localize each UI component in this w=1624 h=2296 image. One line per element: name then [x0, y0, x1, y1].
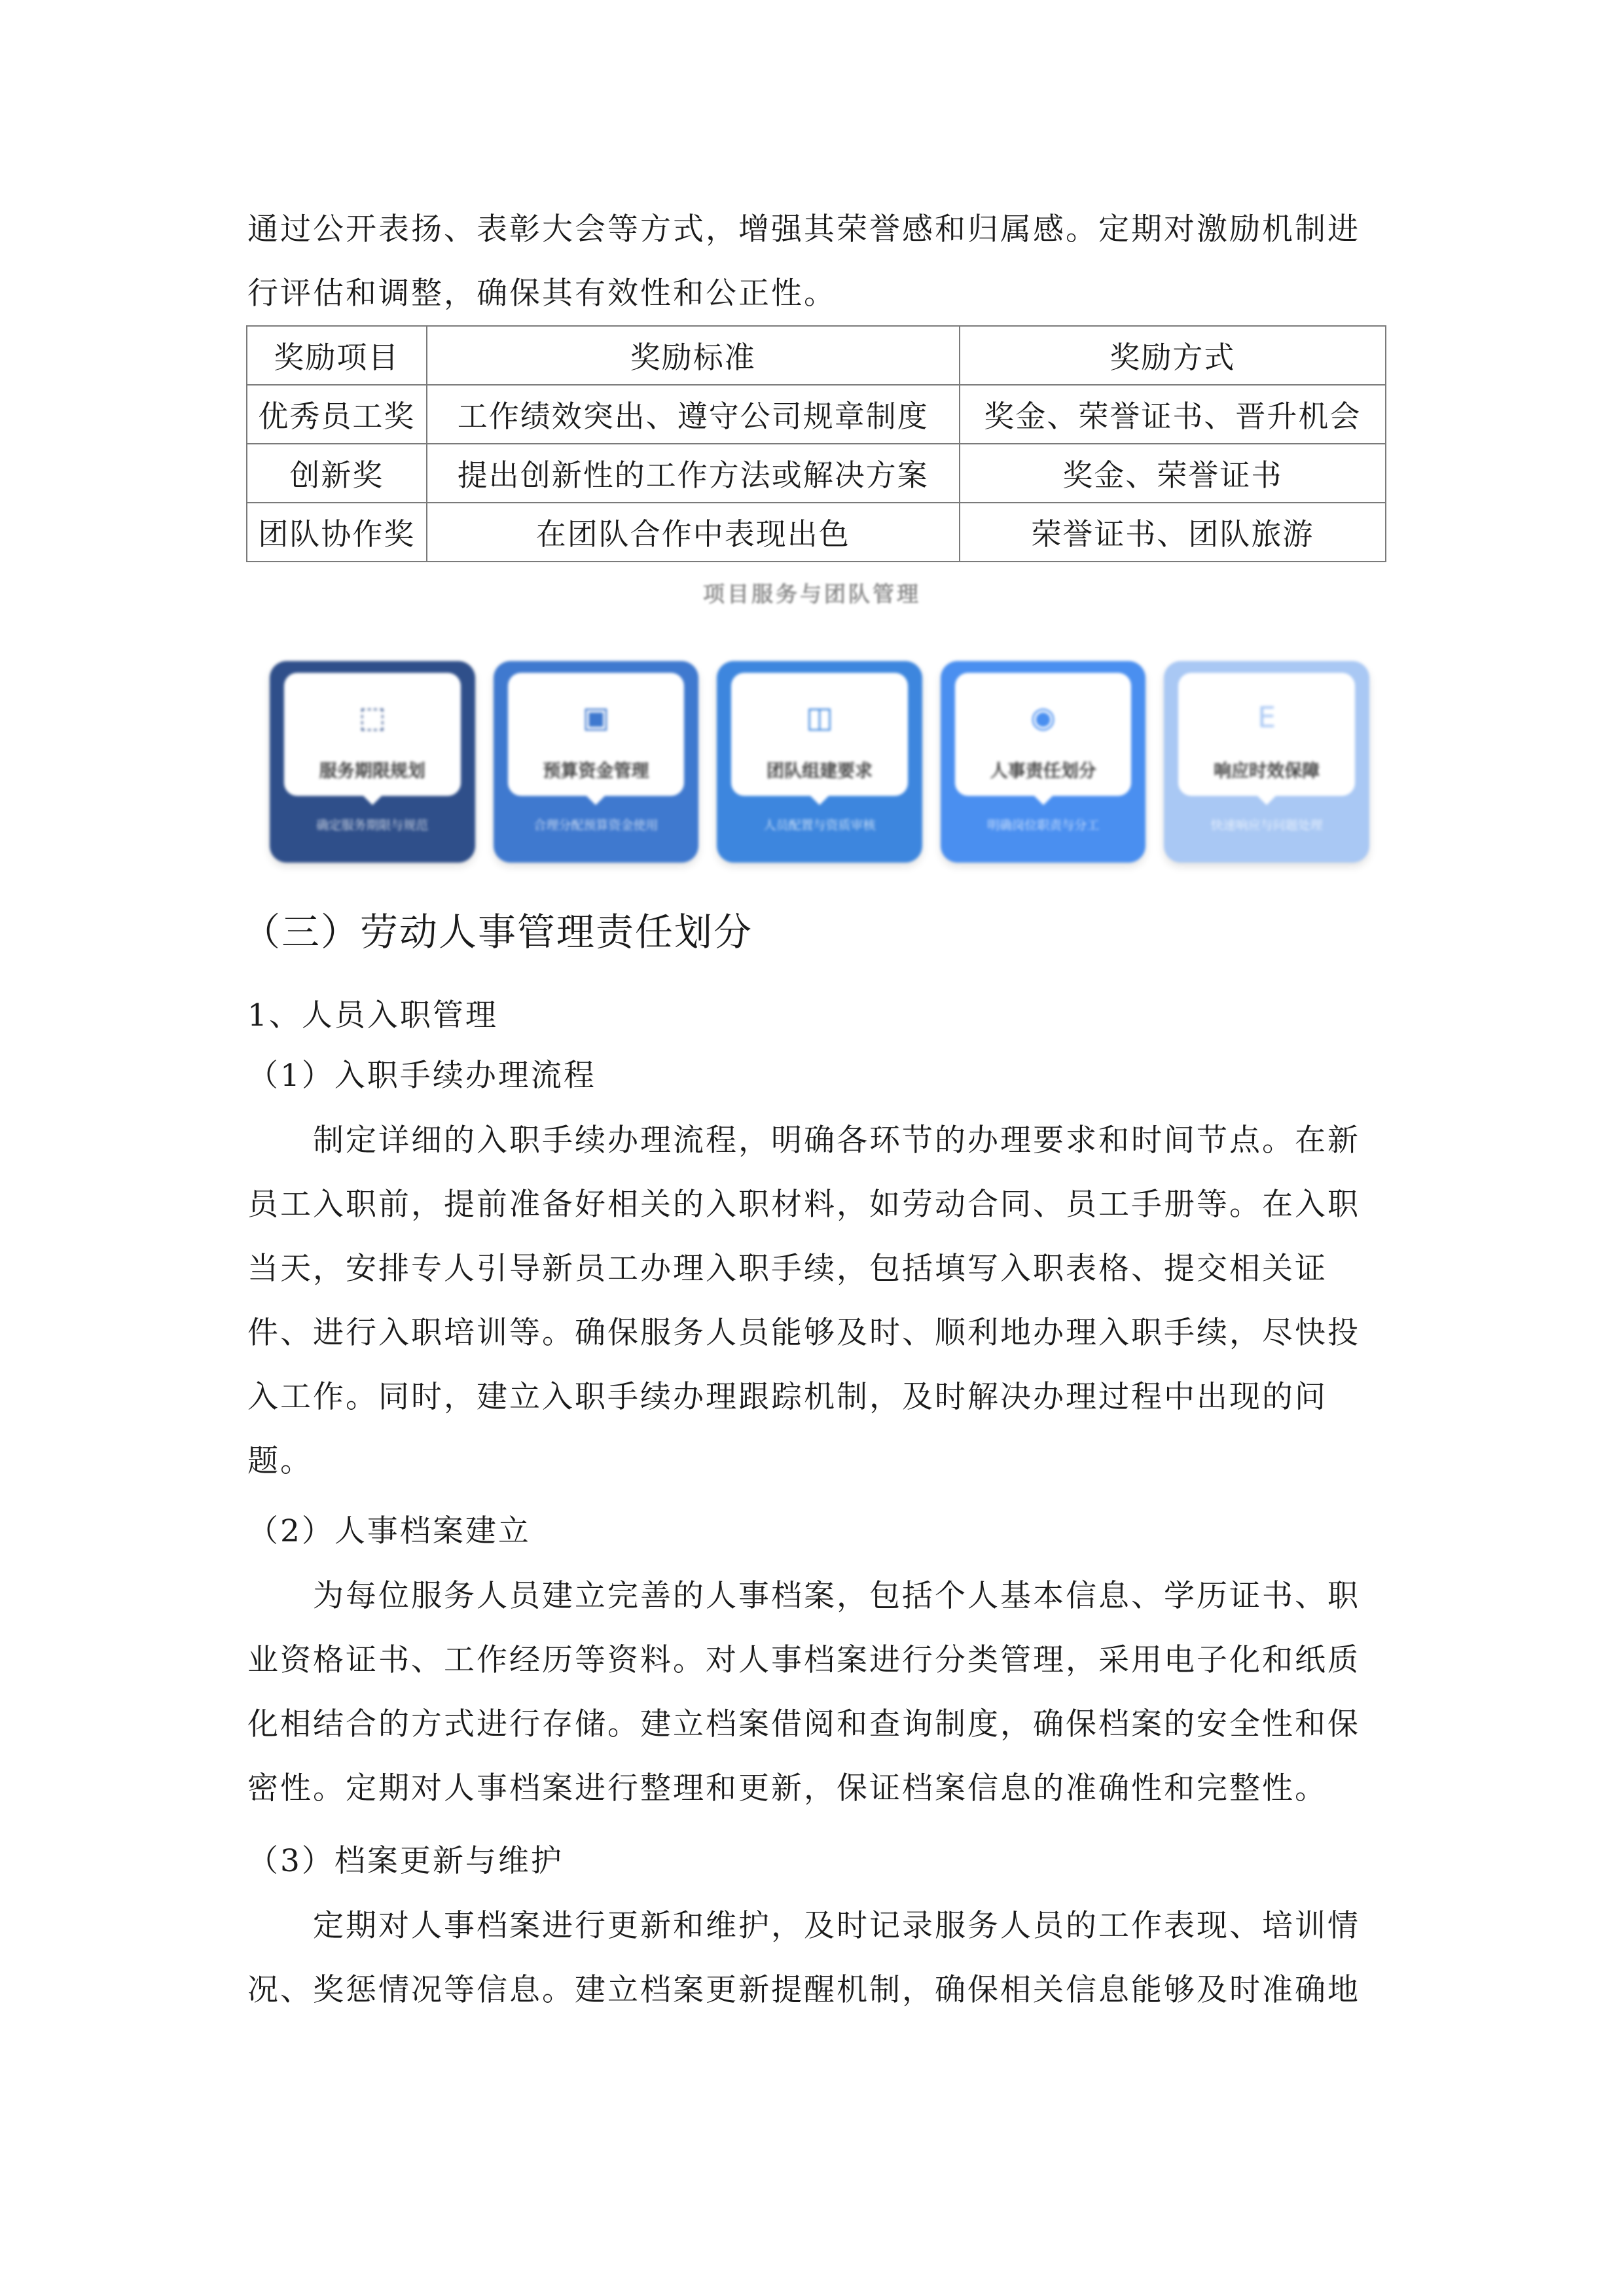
figure-card	[1164, 661, 1369, 863]
text-line: 当天，安排专人引导新员工办理入职手续，包括填写入职表格、提交相关证	[247, 1251, 1327, 1287]
team-icon: ◫	[806, 700, 833, 734]
figure-title: 项目服务与团队管理	[703, 581, 921, 607]
award-table	[246, 325, 1386, 562]
text-line: 通过公开表扬、表彰大会等方式，增强其荣誉感和归属感。定期对激励机制进	[247, 211, 1360, 247]
text-line: 员工入职前，提前准备好相关的入职材料，如劳动合同、员工手册等。在入职	[247, 1187, 1360, 1223]
card-label: 预算资金管理	[543, 761, 649, 781]
text-line: 题。	[247, 1443, 313, 1479]
card-inner	[508, 673, 685, 796]
text-line: 入工作。同时，建立入职手续办理跟踪机制，及时解决办理过程中出现的问	[247, 1379, 1327, 1415]
table-cell: 奖金、荣誉证书	[960, 444, 1386, 503]
text-line: 化相结合的方式进行存储。建立档案借阅和查询制度，确保档案的安全性和保	[247, 1706, 1360, 1742]
table-cell: 团队协作奖	[247, 503, 427, 562]
card-inner	[1178, 673, 1355, 796]
figure-card	[494, 661, 699, 863]
card-description: 人员配置与资质审核	[763, 818, 876, 833]
card-description: 确定服务期限与规范	[316, 818, 429, 833]
table-header-cell: 奖励标准	[427, 326, 960, 385]
text-line: 定期对人事档案进行更新和维护，及时记录服务人员的工作表现、培训情	[313, 1908, 1360, 1944]
table-header-cell: 奖励项目	[247, 326, 427, 385]
text-line: 密性。定期对人事档案进行整理和更新，保证档案信息的准确性和完整性。	[247, 1770, 1327, 1806]
card-description: 明确岗位职责与分工	[987, 818, 1100, 833]
table-cell: 荣誉证书、团队旅游	[960, 503, 1386, 562]
table-header-cell: 奖励方式	[960, 326, 1386, 385]
figure-card	[270, 661, 475, 863]
table-row	[247, 444, 1386, 503]
table-cell: 在团队合作中表现出色	[427, 503, 960, 562]
table-row	[247, 385, 1386, 444]
table-row	[247, 503, 1386, 562]
figure-card	[941, 661, 1146, 863]
item-title: （2）人事档案建立	[247, 1513, 531, 1549]
card-inner	[284, 673, 461, 796]
text-line: 件、进行入职培训等。确保服务人员能够及时、顺利地办理入职手续，尽快投	[247, 1315, 1360, 1351]
figure-card	[717, 661, 922, 863]
response-icon: E	[1257, 700, 1276, 734]
text-line: 行评估和调整，确保其有效性和公正性。	[247, 276, 837, 312]
text-line: 况、奖惩情况等信息。建立档案更新提醒机制，确保相关信息能够及时准确地	[247, 1972, 1360, 2008]
responsibility-icon: ◉	[1030, 700, 1056, 734]
card-label: 服务期限规划	[319, 761, 425, 781]
table-cell: 提出创新性的工作方法或解决方案	[427, 444, 960, 503]
card-label: 人事责任划分	[990, 761, 1096, 781]
card-description: 快速响应与问题处理	[1210, 818, 1323, 833]
text-line: 业资格证书、工作经历等资料。对人事档案进行分类管理，采用电子化和纸质	[247, 1642, 1360, 1678]
table-cell: 优秀员工奖	[247, 385, 427, 444]
item-paragraph	[247, 1564, 1386, 1821]
item-title: （1）入职手续办理流程	[247, 1058, 596, 1094]
text-line: 为每位服务人员建立完善的人事档案，包括个人基本信息、学历证书、职	[313, 1578, 1360, 1614]
item-paragraph	[247, 1894, 1386, 2022]
item-title: （3）档案更新与维护	[247, 1843, 564, 1879]
text-line: 制定详细的入职手续办理流程，明确各环节的办理要求和时间节点。在新	[313, 1122, 1360, 1158]
table-cell: 工作绩效突出、遵守公司规章制度	[427, 385, 960, 444]
intro-paragraph	[247, 198, 1386, 326]
table-cell: 创新奖	[247, 444, 427, 503]
budget-icon: ▣	[582, 700, 610, 734]
card-inner	[955, 673, 1132, 796]
table-header-row	[247, 326, 1386, 385]
document-icon: ⬚	[359, 700, 386, 734]
card-inner	[731, 673, 908, 796]
subsection-heading: 1、人员入职管理	[247, 997, 498, 1033]
card-label: 团队组建要求	[766, 761, 873, 781]
section-heading: （三）劳动人事管理责任划分	[242, 910, 753, 954]
card-description: 合理分配预算资金使用	[533, 818, 659, 833]
card-label: 响应时效保障	[1214, 761, 1320, 781]
table-cell: 奖金、荣誉证书、晋升机会	[960, 385, 1386, 444]
figure-cards	[270, 661, 1369, 863]
item-paragraph	[247, 1109, 1386, 1494]
